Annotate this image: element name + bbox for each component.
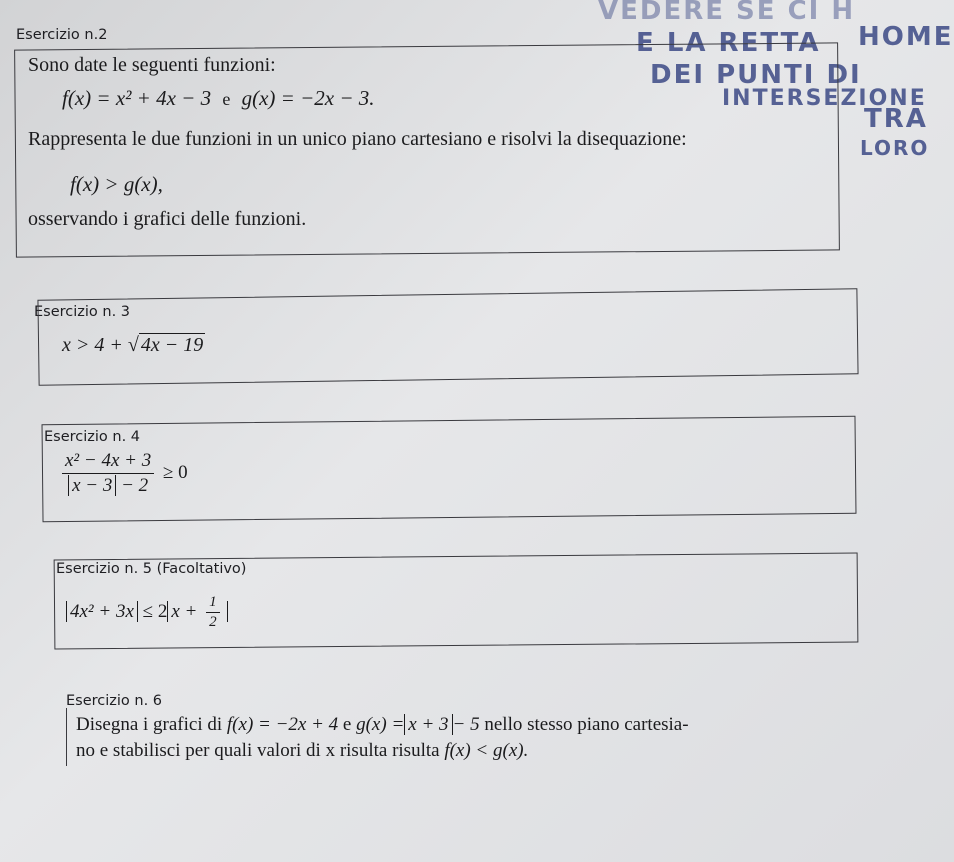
part1: Disegna i grafici di <box>76 714 223 735</box>
numerator: x² − 4x + 3 <box>62 450 154 474</box>
abs-right <box>167 594 227 630</box>
denominator-rest: − 2 <box>121 475 149 496</box>
exercise-5-title: Esercizio n. 5 (Facoltativo) <box>56 561 247 577</box>
f-definition: f(x) = −2x + 4 <box>226 714 339 735</box>
frac-den: 2 <box>209 614 217 630</box>
lhs: x > 4 + <box>62 334 128 356</box>
exercise-2-title: Esercizio n.2 <box>16 27 108 43</box>
handwritten-note: E LA RETTA <box>636 28 821 58</box>
handwritten-note: INTERSEZIONE <box>722 86 927 111</box>
exercise-6-line2 <box>76 740 528 762</box>
fraction <box>62 450 154 497</box>
exercise-2-intro: Sono date le seguenti funzioni: <box>28 54 276 76</box>
handwritten-note: LORO <box>860 136 930 160</box>
g-pre: g(x) = <box>356 714 405 735</box>
exercise-6-title: Esercizio n. 6 <box>66 693 163 709</box>
handwritten-note: TRA <box>864 104 928 134</box>
abs-value: x − 3 <box>68 475 116 496</box>
conjunction: e <box>342 714 352 735</box>
radicand: 4x − 19 <box>140 334 204 356</box>
exercise-3-inequality <box>62 334 205 357</box>
handwritten-note: VEDERE SE CI H <box>598 0 856 26</box>
exercise-4-title: Esercizio n. 4 <box>44 429 141 445</box>
exercise-2-task: Rappresenta le due funzioni in un unico piano cartesiano e risolvi la disequazione: <box>28 128 687 150</box>
exercise-6-line1 <box>76 714 689 736</box>
exercise-2-functions <box>62 86 374 111</box>
exercise-2-closing: osservando i grafici delle funzioni. <box>28 208 307 230</box>
handwritten-note: HOME <box>858 22 954 52</box>
relation: ≤ 2 <box>142 600 168 622</box>
denominator <box>62 474 154 497</box>
inequality: f(x) < g(x). <box>444 740 529 761</box>
sqrt-sign: √ <box>127 334 139 356</box>
frac-num: 1 <box>206 594 220 613</box>
relation: ≥ 0 <box>162 461 188 483</box>
g-post: − 5 <box>452 714 480 735</box>
conjunction: e <box>222 89 231 109</box>
abs-right-x: x + <box>171 600 203 622</box>
exercise-4-inequality <box>58 450 188 497</box>
part2: nello stesso piano cartesia- <box>484 714 689 735</box>
f-definition: f(x) = x² + 4x − 3 <box>62 86 212 110</box>
exercise-5-inequality <box>66 594 228 631</box>
exercise-2-inequality: f(x) > g(x), <box>70 172 163 196</box>
part3: no e stabilisci per quali valori di x risulta risulta <box>76 740 440 761</box>
g-abs: x + 3 <box>404 714 452 735</box>
half-fraction <box>206 594 220 631</box>
handwritten-note: DEI PUNTI DI <box>650 60 862 90</box>
abs-left: 4x² + 3x <box>66 601 138 622</box>
g-definition: g(x) = −2x − 3. <box>241 86 375 110</box>
exercise-3-title: Esercizio n. 3 <box>34 304 131 320</box>
